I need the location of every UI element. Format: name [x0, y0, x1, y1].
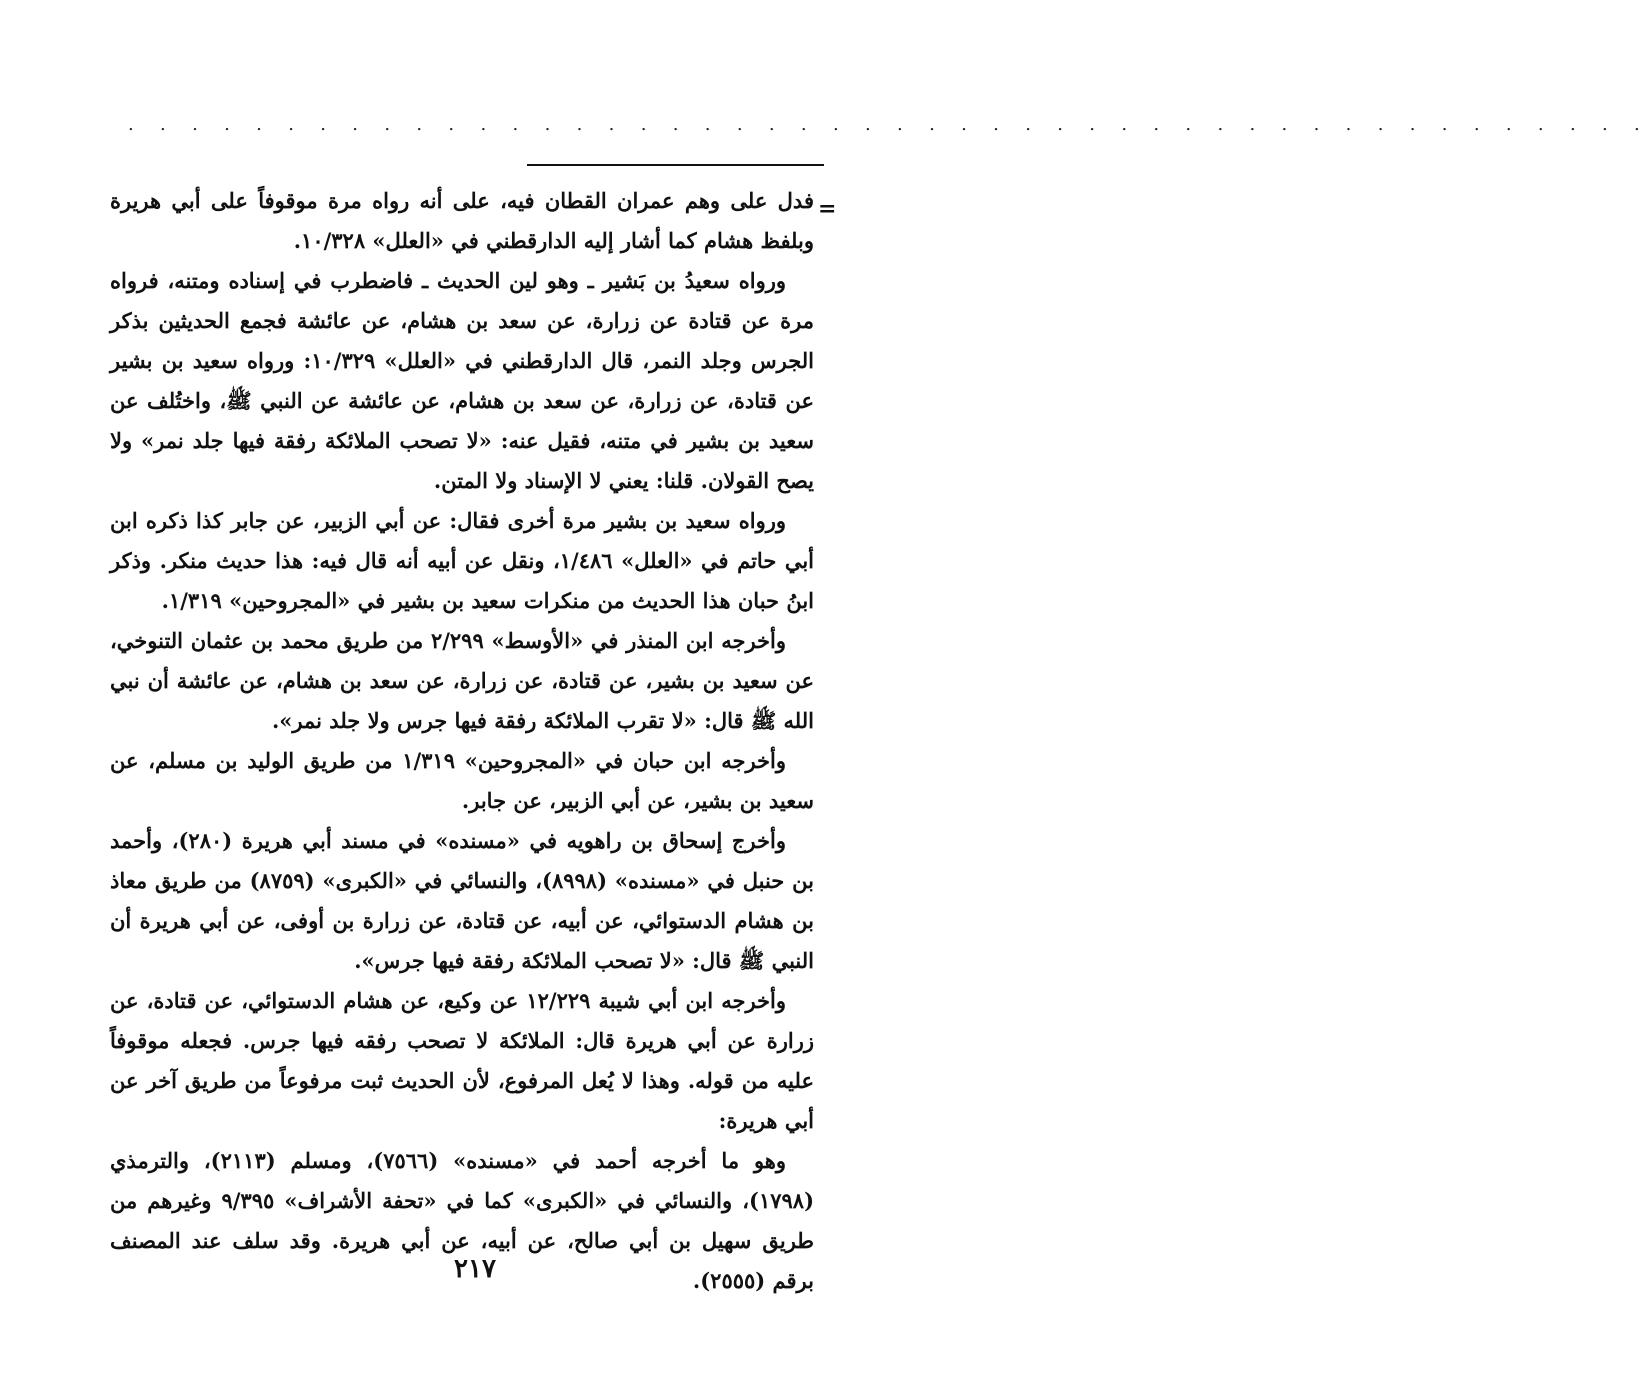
footnote-paragraph-1: فدل على وهم عمران القطان فيه، على أنه رواه مرة موقوفاً على أبي هريرة وبلفظ هشام كما أشار إليه الدارقطني في «العلل» ١٠/٣٢٨.: [110, 188, 814, 253]
footnote-paragraph-4: وأخرجه ابن المنذر في «الأوسط» ٢/٢٩٩ من طريق محمد بن عثمان التنوخي، عن سعيد بن بشير، عن قتادة، عن زرارة، عن سعد بن هشام، عن عائشة أن نبي الله ﷺ قال: «لا تقرب الملائكة رفقة فيها جرس ولا جلد نمر».: [110, 628, 814, 733]
footnote-body: [110, 181, 814, 1301]
page-number: ٢١٧: [454, 1254, 496, 1284]
footnote-paragraph-6: وأخرج إسحاق بن راهويه في «مسنده» في مسند أبي هريرة (٢٨٠)، وأحمد بن حنبل في «مسنده» (٨٩٩٨)، والنسائي في «الكبرى» (٨٧٥٩) من طريق معاذ بن هشام الدستوائي، عن أبيه، عن قتادة، عن زرارة بن أوفى، عن أبي هريرة أن النبي ﷺ قال: «لا تصحب الملائكة رفقة فيها جرس».: [110, 828, 814, 973]
footnote-dotted-separator: . . . . . . . . . . . . . . . . . . . . . . . . . . . . . . . . . . . . . . . . . . . . . . . .: [128, 114, 1650, 135]
footnote-paragraph-7: وأخرجه ابن أبي شيبة ١٢/٢٢٩ عن وكيع، عن هشام الدستوائي، عن قتادة، عن زرارة عن أبي هريرة قال: الملائكة لا تصحب رفقه فيها جرس. فجعله موقوفاً عليه من قوله. وهذا لا يُعل المرفوع، لأن الحديث ثبت مرفوعاً من طريق آخر عن أبي هريرة:: [110, 988, 814, 1133]
footnote-paragraph-3: ورواه سعيد بن بشير مرة أخرى فقال: عن أبي الزبير، عن جابر كذا ذكره ابن أبي حاتم في «العلل» ١/٤٨٦، ونقل عن أبيه أنه قال فيه: هذا حديث منكر. وذكر ابنُ حبان هذا الحديث من منكرات سعيد بن بشير في «المجروحين» ١/٣١٩.: [110, 508, 814, 613]
footnote-paragraph-2: ورواه سعيدُ بن بَشير ـ وهو لين الحديث ـ فاضطرب في إسناده ومتنه، فرواه مرة عن قتادة عن زرارة، عن سعد بن هشام، عن عائشة فجمع الحديثين بذكر الجرس وجلد النمر، قال الدارقطني في «العلل» ١٠/٣٢٩: ورواه سعيد بن بشير عن قتادة، عن زرارة، عن سعد بن هشام، عن عائشة عن النبي ﷺ، واختُلف عن سعيد بن بشير في متنه، فقيل عنه: «لا تصحب الملائكة رفقة فيها جلد نمر» ولا يصح القولان. قلنا: يعني لا الإسناد ولا المتن.: [110, 268, 814, 493]
footnote-paragraph-5: وأخرجه ابن حبان في «المجروحين» ١/٣١٩ من طريق الوليد بن مسلم، عن سعيد بن بشير، عن أبي الزبير، عن جابر.: [110, 748, 814, 813]
footnote-rule: [527, 164, 824, 166]
footnote-paragraph-8: وهو ما أخرجه أحمد في «مسنده» (٧٥٦٦)، ومسلم (٢١١٣)، والترمذي (١٧٩٨)، والنسائي في «الكبرى» كما في «تحفة الأشراف» ٩/٣٩٥ وغيرهم من طريق سهيل بن أبي صالح، عن أبيه، عن أبي هريرة. وقد سلف عند المصنف برقم (٢٥٥٥).: [110, 1148, 814, 1293]
continuation-mark: =: [818, 196, 837, 222]
